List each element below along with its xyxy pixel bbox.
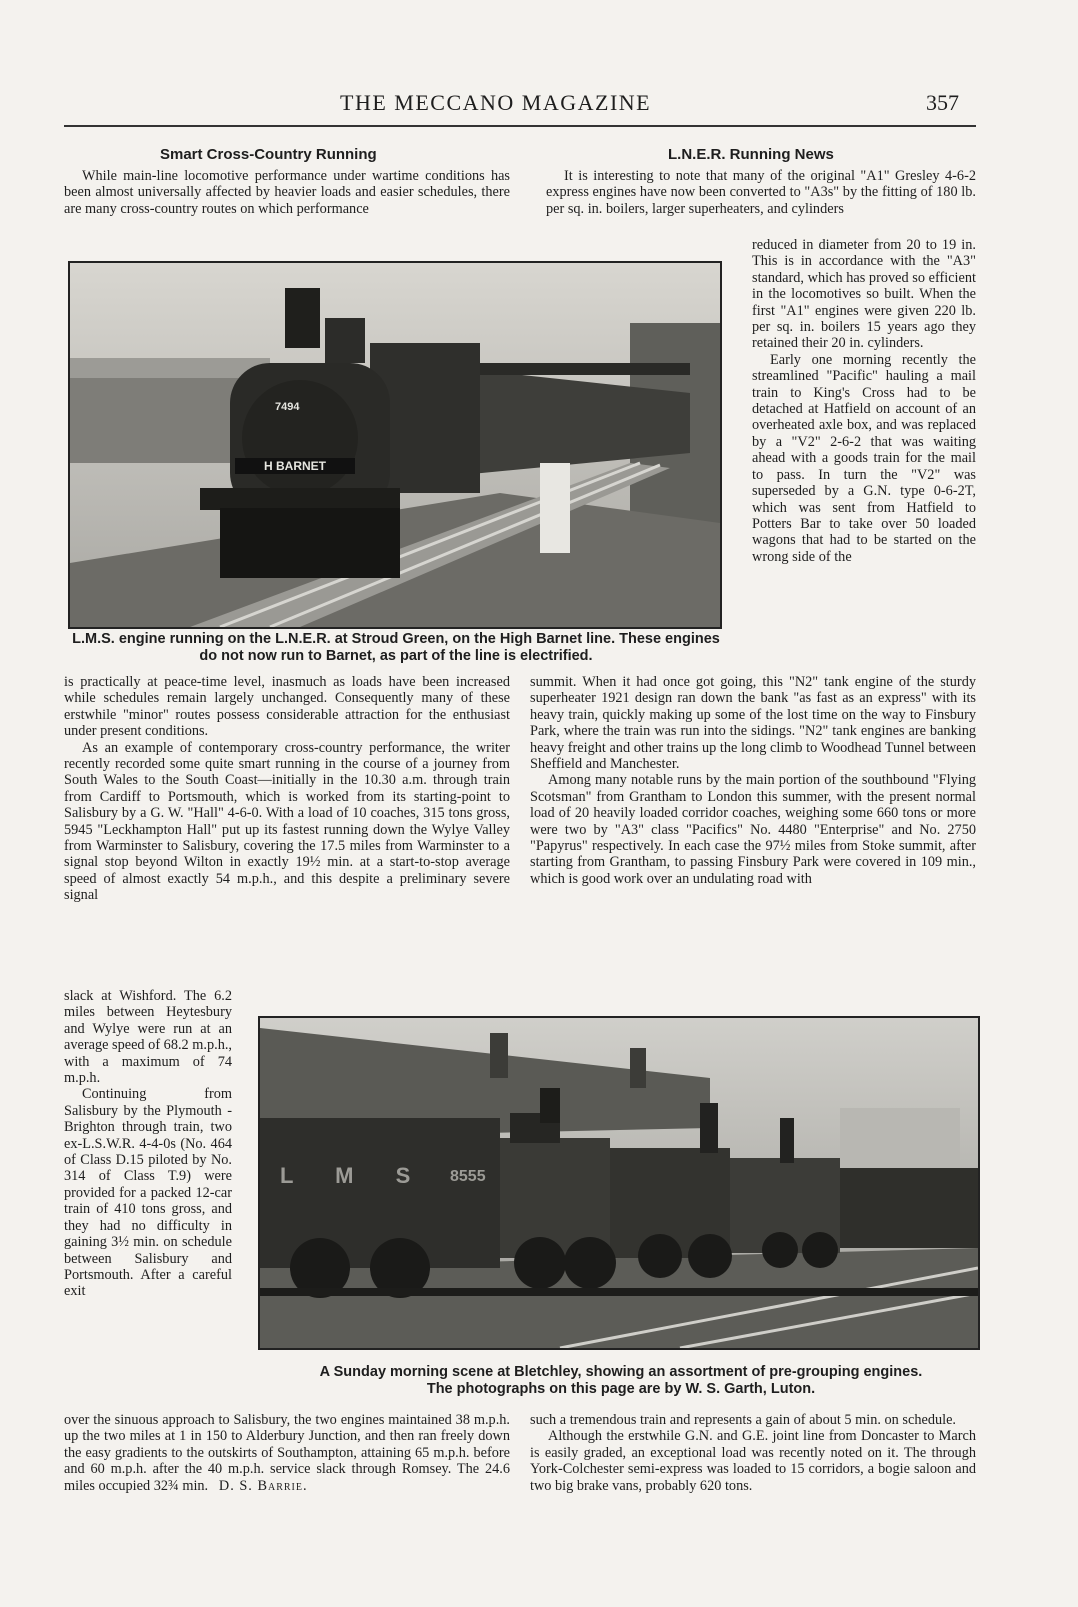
left-paragraph-2: As an example of contemporary cross-country performance, the writer recently recorded some quite smart running in the course of a journey from South Wales to the South Coast—initially in the 10.30 a.m. through train from Cardiff to Portsmouth, which is worked from its starting-point to Salisbury by a G. W. "Hall" 4-6-0. With a load of 10 coaches, 315 tons gross, 5945 "Leckhampton Hall" put up its fastest running down the Wylye Valley from Warminster to Salisbury, covering the 17.5 miles from Warminster to a signal stop beyond Wilton in exactly 19½ min. at a start-to-stop average speed of almost exactly 54 m.p.h., and this despite a preliminary severe signal	[64, 739, 510, 904]
page-number: 357	[926, 90, 959, 115]
destination-board: H BARNET	[235, 458, 355, 474]
right-paragraph-1: It is interesting to note that many of the original "A1" Gresley 4-6-2 express engines have now been converted to "A3s" by the fitting of 180 lb. per sq. in. boilers, larger superheaters, and cylinders	[546, 168, 976, 217]
right-bottom	[530, 1412, 976, 1494]
tender-lettering: L M S	[280, 1163, 429, 1188]
photo2-caption	[266, 1364, 976, 1398]
right-intro	[546, 168, 976, 217]
right-paragraph-3-cont: such a tremendous train and represents a gain of about 5 min. on schedule.	[530, 1412, 957, 1428]
right-body	[530, 674, 976, 887]
right-heading: L.N.E.R. Running News	[668, 146, 834, 163]
left-paragraph-1-cont: is practically at peace-time level, inasmuch as loads have been increased while schedules remain largely unchanged. Consequently many of these erstwhile "minor" routes possess considerable attraction for the enthusiast under present conditions.	[64, 674, 510, 740]
locomotive-illustration	[70, 263, 720, 627]
left-paragraph-3-cont	[64, 1412, 510, 1494]
photo-bletchley	[258, 1016, 980, 1350]
left-paragraph-3: Continuing from Salisbury by the Plymouth - Brighton through train, two ex-L.S.W.R. 4-4-0s (No. 464 of Class D.15 piloted by No. 314 of Class T.9) were provided for a packed 12-car train of 410 tons gross, and they had no difficulty in gaining 3½ min. on schedule between Salisbury and Portsmouth. After a careful exit	[64, 1086, 232, 1300]
photo-stroud-green	[68, 261, 722, 629]
left-paragraph-2-cont: slack at Wishford. The 6.2 miles between Heytesbury and Wylye were run at an average speed of 68.2 m.p.h., with a maximum of 74 m.p.h.	[64, 988, 232, 1087]
left-body	[64, 674, 510, 904]
left-narrow-column	[64, 988, 232, 1300]
left-heading: Smart Cross-Country Running	[160, 146, 377, 163]
smokebox-number: 7494	[275, 401, 300, 413]
right-paragraph-2-cont: summit. When it had once got going, this "N2" tank engine of the sturdy superheater 1921 design ran down the bank "as fast as an express" with its heavy train, quickly making up some of the lost time on the way to Finsbury Park, where the train was run into the sidings. "N2" tank engines are banking heavy freight and other trains up the long climb to Woodhead Tunnel between Sheffield and Manchester.	[530, 674, 976, 773]
photo1-caption: L.M.S. engine running on the L.N.E.R. at Stroud Green, on the High Barnet line. These engines do not now run to Barnet, as part of the line is electrified.	[72, 631, 720, 664]
cab-number: 8555	[450, 1168, 486, 1185]
left-paragraph-3-tail: over the sinuous approach to Salisbury, the two engines maintained 38 m.p.h. up the two miles at 1 in 150 to Alderbury Junction, and then ran freely down the easy gradients to the outskirts of Southampton, attaining 65 m.p.h. before and 60 m.p.h. after the 40 m.p.h. service slack through Romsey. The 24.6 miles occupied 32¾ min.	[64, 1412, 510, 1494]
right-paragraph-4: Although the erstwhile G.N. and G.E. joint line from Doncaster to March is easily graded, an exceptional load was recently noted on it. The through York-Colchester semi-express was loaded to 15 corridors, a bogie saloon and two big brake vans, probably 620 tons.	[530, 1428, 976, 1494]
right-paragraph-1-cont: reduced in diameter from 20 to 19 in. This is in accordance with the "A3" standard, which has proved so efficient in the locomotives so built. When the first "A1" engines were given 220 lb. per sq. in. boilers 15 years ago they retained their 20 in. cylinders.	[752, 237, 976, 352]
left-intro	[64, 168, 510, 217]
right-narrow-column	[752, 237, 976, 565]
photo2-caption-line1: A Sunday morning scene at Bletchley, showing an assortment of pre-grouping engines.	[319, 1364, 923, 1380]
right-paragraph-3: Among many notable runs by the main portion of the southbound "Flying Scotsman" from Grantham to London this summer, with the present normal load of 20 heavily loaded corridor coaches, weighing some 660 tons or more were two by "A3" class "Pacifics" No. 4480 "Enterprise" and No. 2750 "Papyrus" respectively. In each case the 97½ miles from Stoke summit, after starting from Grantham, to passing Finsbury Park were covered in 109 min., which is good work over an undulating road with	[530, 772, 976, 887]
right-paragraph-2: Early one morning recently the streamlined "Pacific" hauling a mail train to King's Cross had to be detached at Hatfield on account of an overheated axle box, and was replaced by a "V2" 2-6-2 that was waiting ahead with a goods train for the mail to pass. In turn the "V2" was superseded by a G.N. type 0-6-2T, which was sent from Hatfield to Potters Bar to take over 50 loaded wagons that had to be started on the wrong side of the	[752, 351, 976, 565]
author-signature: D. S. Barrie.	[218, 1477, 308, 1494]
photo2-caption-line2: The photographs on this page are by W. S. Garth, Luton.	[426, 1381, 816, 1397]
magazine-title: THE MECCANO MAGAZINE	[340, 90, 652, 115]
left-bottom	[64, 1412, 510, 1494]
header-rule	[64, 125, 976, 127]
left-paragraph-1: While main-line locomotive performance under wartime conditions has been almost universally affected by heavier loads and easier schedules, there are many cross-country routes on which performance	[64, 168, 510, 217]
